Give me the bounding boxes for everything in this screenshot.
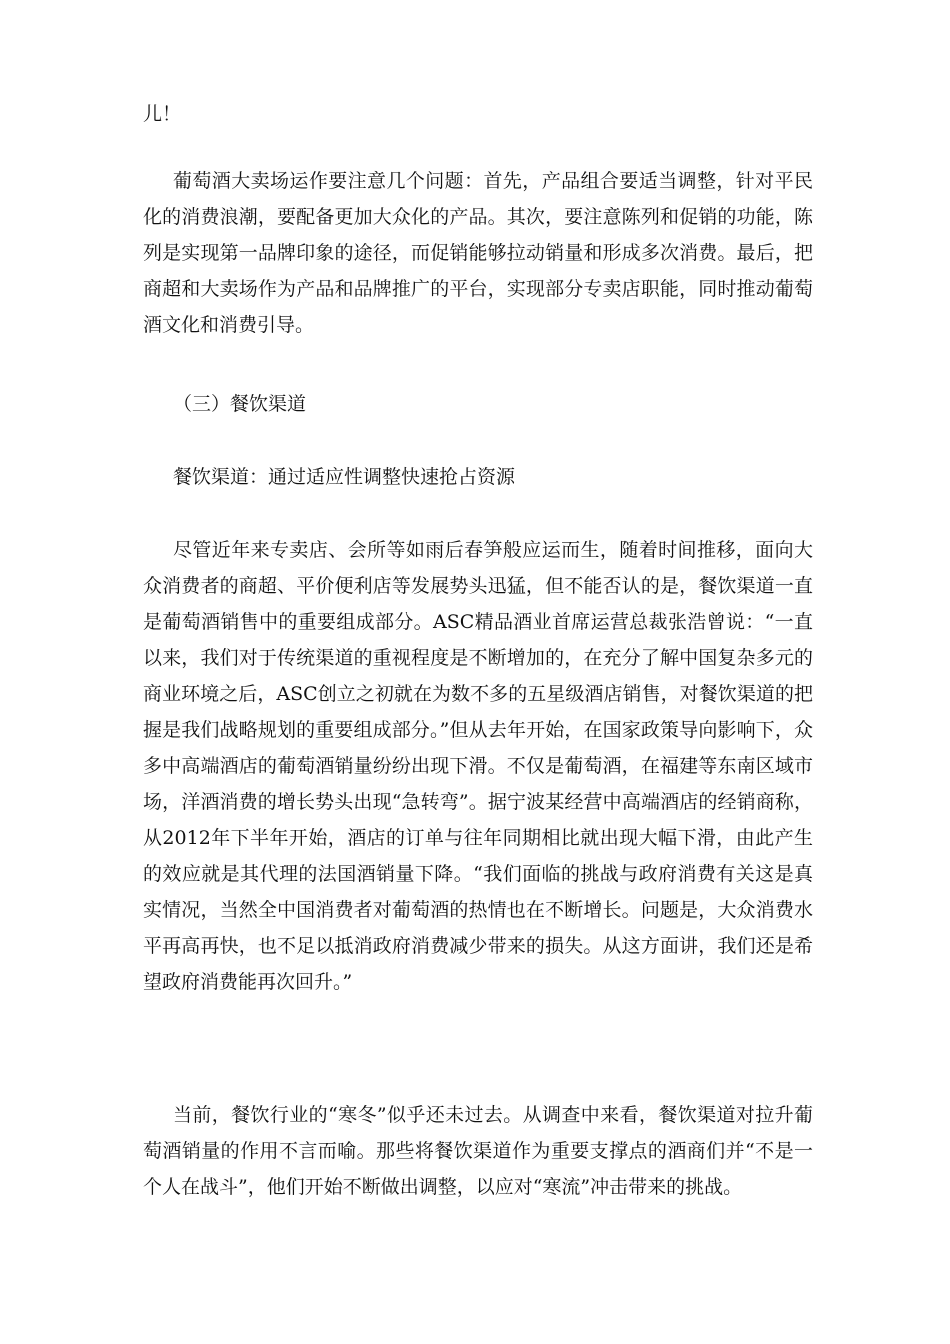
section-heading: （三）餐饮渠道 [173,393,307,415]
subsection-title: 餐饮渠道：通过适应性调整快速抢占资源 [173,466,516,488]
paragraph-supermarket-issues: 葡萄酒大卖场运作要注意几个问题：首先，产品组合要适当调整，针对平民化的消费浪潮，要配备更加大众化的产品。其次，要注意陈列和促销的功能，陈列是实现第一品牌印象的途径，而促销能够拉动销量和形成多次消费。最后，把商超和大卖场作为产品和品牌推广的平台，实现部分专卖店职能，同时推动葡萄酒文化和消费引导。 [143,170,813,336]
paragraph-continuation: 儿！ [143,103,182,125]
paragraph-catering-channel: 尽管近年来专卖店、会所等如雨后春笋般应运而生，随着时间推移，面向大众消费者的商超、平价便利店等发展势头迅猛，但不能否认的是，餐饮渠道一直是葡萄酒销售中的重要组成部分。ASC精品酒业首席运营总裁张浩曾说：“一直以来，我们对于传统渠道的重视程度是不断增加的，在充分了解中国复杂多元的商业环境之后，ASC创立之初就在为数不多的五星级酒店销售，对餐饮渠道的把握是我们战略规划的重要组成部分。”但从去年开始，在国家政策导向影响下，众多中高端酒店的葡萄酒销量纷纷出现下滑。不仅是葡萄酒，在福建等东南区域市场，洋酒消费的增长势头出现“急转弯”。据宁波某经营中高端酒店的经销商称，从2012年下半年开始，酒店的订单与往年同期相比就出现大幅下滑，由此产生的效应就是其代理的法国酒销量下降。“我们面临的挑战与政府消费有关这是真实情况，当然全中国消费者对葡萄酒的热情也在不断增长。问题是，大众消费水平再高再快，也不足以抵消政府消费减少带来的损失。从这方面讲，我们还是希望政府消费能再次回升。” [143,539,813,993]
paragraph-catering-winter: 当前，餐饮行业的“寒冬”似乎还未过去。从调查中来看，餐饮渠道对拉升葡萄酒销量的作用不言而喻。那些将餐饮渠道作为重要支撑点的酒商们并“不是一个人在战斗”，他们开始不断做出调整，以应对“寒流”冲击带来的挑战。 [143,1104,813,1198]
